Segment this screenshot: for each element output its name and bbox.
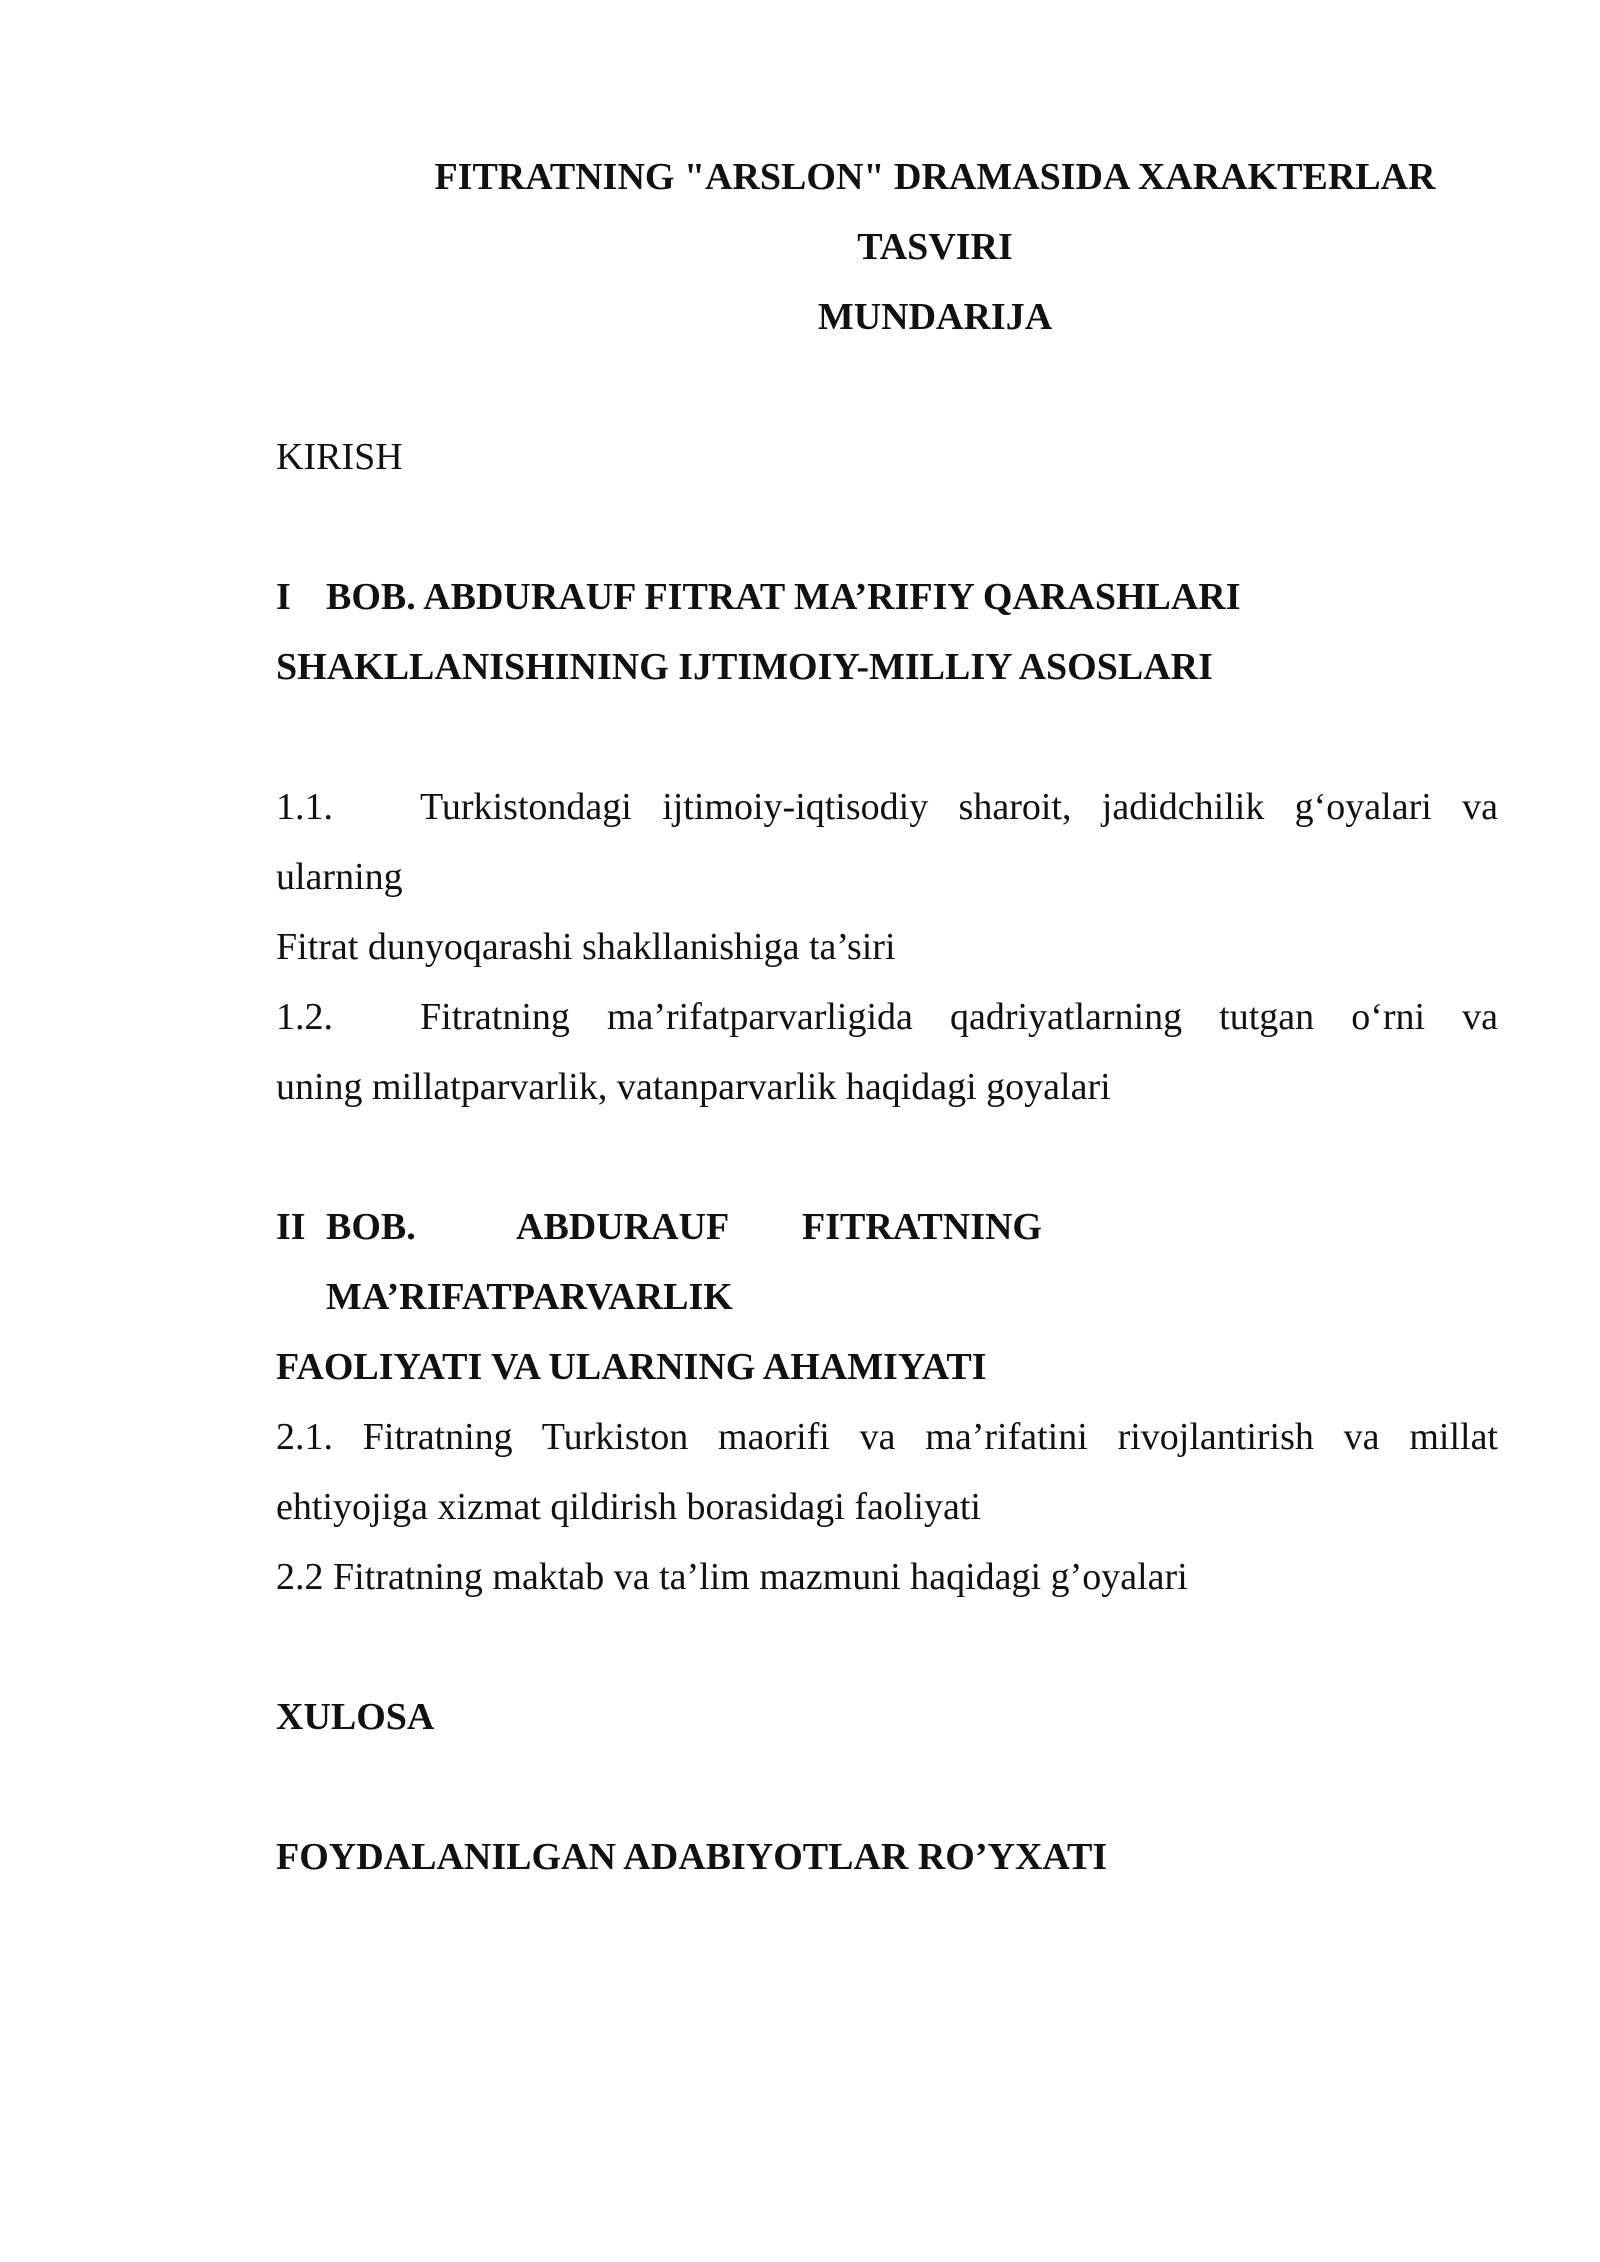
section-1-2-line2: uning millatparvarlik, vatanparvarlik haqidagi goyalari [276, 1066, 1111, 1108]
section-2-1-line2: ehtiyojiga xizmat qildirish borasidagi faoliyati [276, 1486, 981, 1528]
chapter2-title-word3: FITRATNING [802, 1206, 1042, 1248]
section-1-1-line2: ularning [276, 856, 403, 898]
section-1-2-line1: Fitratning ma’rifatparvarligida qadriyatlarning tutgan o‘rni va [420, 996, 1498, 1038]
chapter2-title-line2: MA’RIFATPARVARLIK [326, 1276, 733, 1318]
section-2-2-line1: 2.2 Fitratning maktab va ta’lim mazmuni haqidagi g’oyalari [276, 1556, 1188, 1598]
chapter1-title-line1: BOB. ABDURAUF FITRAT MA’RIFIY QARASHLARI [326, 576, 1241, 618]
toc-references: FOYDALANILGAN ADABIYOTLAR RO’YXATI [276, 1836, 1108, 1878]
chapter1-title-line2: SHAKLLANISHINING IJTIMOIY-MILLIY ASOSLARI [276, 646, 1213, 688]
document-title-line1: FITRATNING "ARSLON" DRAMASIDA XARAKTERLAR [434, 156, 1436, 198]
contents-heading: MUNDARIJA [817, 296, 1053, 338]
document-title-line2: TASVIRI [857, 226, 1013, 268]
chapter1-numeral: I [276, 576, 291, 618]
section-1-1-line1: Turkistondagi ijtimoiy-iqtisodiy sharoit, jadidchilik g‘oyalari va [420, 786, 1498, 828]
chapter2-title-word2: ABDURAUF [516, 1206, 730, 1248]
chapter2-title-word1: BOB. [326, 1206, 416, 1248]
toc-intro: KIRISH [276, 436, 403, 478]
section-1-2-number: 1.2. [276, 996, 333, 1038]
toc-conclusion: XULOSA [276, 1696, 435, 1738]
section-2-1-line1: 2.1. Fitratning Turkiston maorifi va ma’rifatini rivojlantirish va millat [276, 1416, 1498, 1458]
chapter2-numeral: II [276, 1206, 306, 1248]
section-1-1-line3: Fitrat dunyoqarashi shakllanishiga ta’siri [276, 926, 896, 968]
chapter2-title-line3: FAOLIYATI VA ULARNING AHAMIYATI [276, 1346, 987, 1388]
section-1-1-number: 1.1. [276, 786, 333, 828]
